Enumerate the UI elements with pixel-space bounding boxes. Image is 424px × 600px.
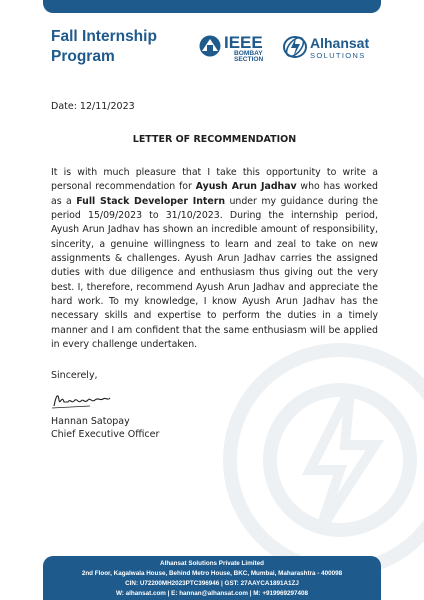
alhansat-logo-icon: [282, 31, 382, 63]
alhansat-logo-sub: SOLUTIONS: [310, 51, 366, 60]
footer-address: 2nd Floor, Kagalwala House, Behind Metro House, BKC, Mumbai, Maharashtra - 400098: [81, 570, 343, 577]
program-title: [51, 27, 211, 67]
program-title-line1: Fall Internship: [51, 28, 157, 45]
header-top-bar: [43, 0, 381, 13]
ieee-logo-sub1: BOMBAY: [234, 50, 263, 57]
ieee-logo-main: IEEE: [224, 33, 263, 52]
program-title-line2: Program: [51, 48, 115, 65]
letter-body: [51, 166, 378, 352]
letter-date: Date: 12/11/2023: [51, 101, 135, 112]
footer-company: Alhansat Solutions Private Limited: [160, 560, 264, 567]
ieee-logo-icon: [197, 31, 277, 63]
intern-role: Full Stack Developer Intern: [76, 195, 226, 207]
signer-title: Chief Executive Officer: [51, 429, 160, 440]
alhansat-logo-name: Alhansat: [310, 35, 370, 51]
footer-ids: CIN: U72200MH2023PTC396946 | GST: 27AAYCA1891A1ZJ: [125, 580, 299, 587]
body-text-part3: under my guidance during the period 15/09/2023 to 31/10/2023. During the internship period, Ayush Arun Jadhav has shown an incredible amount of responsibility, sincerity, a genuine willingness to learn and zeal to take on new assignments & challenges. Ayush Arun Jadhav carries the assigned duties with due diligence and enthusiasm thus giving out the very best. I, therefore, recommend Ayush Arun Jadhav and appreciate the hard work. To my knowledge, I know Ayush Arun Jadhav has the necessary skills and expertise to perform the duties in a timely manner and I am confident that the same enthusiasm will be applied in every challenge undertaken.: [51, 195, 378, 351]
letter-heading: LETTER OF RECOMMENDATION: [132, 134, 297, 145]
signer-name: Hannan Satopay: [51, 416, 130, 427]
body-text-part1: It is with much pleasure that I take this opportunity to write a personal recommendation for: [51, 167, 378, 193]
letter-closing: Sincerely,: [51, 370, 98, 381]
signature-icon: [50, 388, 114, 412]
footer: [43, 556, 381, 600]
intern-name: Ayush Arun Jadhav: [195, 181, 297, 193]
body-text-part2: who has worked as a: [51, 181, 378, 207]
ieee-logo-sub2: SECTION: [234, 56, 264, 63]
footer-contact: W: alhansat.com | E: hannan@alhansat.com | M: +919969297408: [115, 590, 309, 597]
